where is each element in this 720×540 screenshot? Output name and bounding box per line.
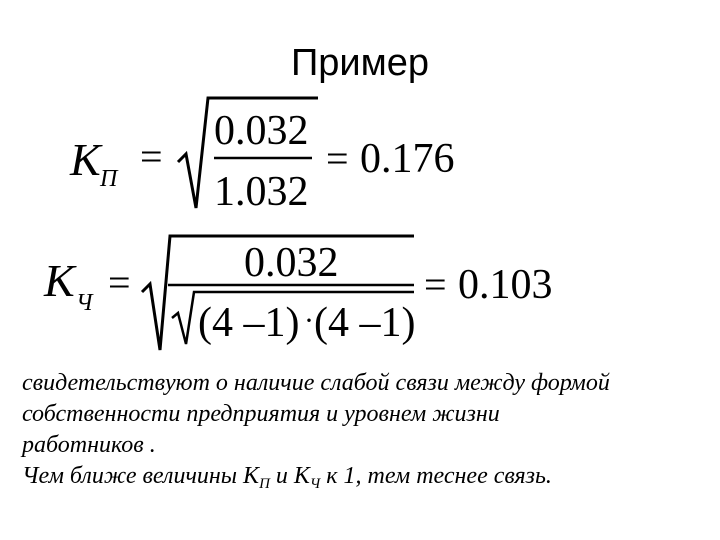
conclusion-line-1: свидетельствуют о наличие слабой связи между формой <box>22 370 610 396</box>
conclusion-kch-subscript: Ч <box>309 476 321 492</box>
formula-kch-dot: · <box>304 304 314 337</box>
slide-title: Пример <box>290 42 430 84</box>
formula-kch-result-equals: = <box>424 262 447 307</box>
conclusion-line-4-start: Чем ближе величины K <box>22 463 260 489</box>
conclusion-text <box>22 368 720 500</box>
formula-kch-right-factor: (4 –1) <box>314 300 416 346</box>
formula-kp-result-equals: = <box>326 136 349 181</box>
conclusion-line-4-end: к 1, тем теснее связь. <box>320 463 552 489</box>
formula-kp-subscript: П <box>100 166 118 192</box>
conclusion-line-4 <box>22 461 720 500</box>
formula-kch-numerator: 0.032 <box>244 240 339 286</box>
formula-kp-equals: = <box>140 134 163 179</box>
formula-kch-left-factor: (4 –1) <box>198 300 300 346</box>
conclusion-line-2: собственности предприятия и уровнем жизни <box>22 401 500 427</box>
formula-kp-result: 0.176 <box>360 136 455 182</box>
formula-kch-equals: = <box>108 260 131 305</box>
formula-kch-result: 0.103 <box>458 262 553 308</box>
conclusion-kp-subscript: П <box>259 476 270 492</box>
formula-kp-denominator: 1.032 <box>214 169 309 215</box>
conclusion-line-4-mid: и K <box>269 463 310 489</box>
formula-kp-numerator: 0.032 <box>214 108 309 154</box>
formula-kch-symbol: K <box>44 255 75 306</box>
conclusion-line-3: работников . <box>22 432 156 458</box>
formula-kch-subscript: Ч <box>76 290 93 316</box>
formula-kp-symbol: K <box>70 134 101 185</box>
